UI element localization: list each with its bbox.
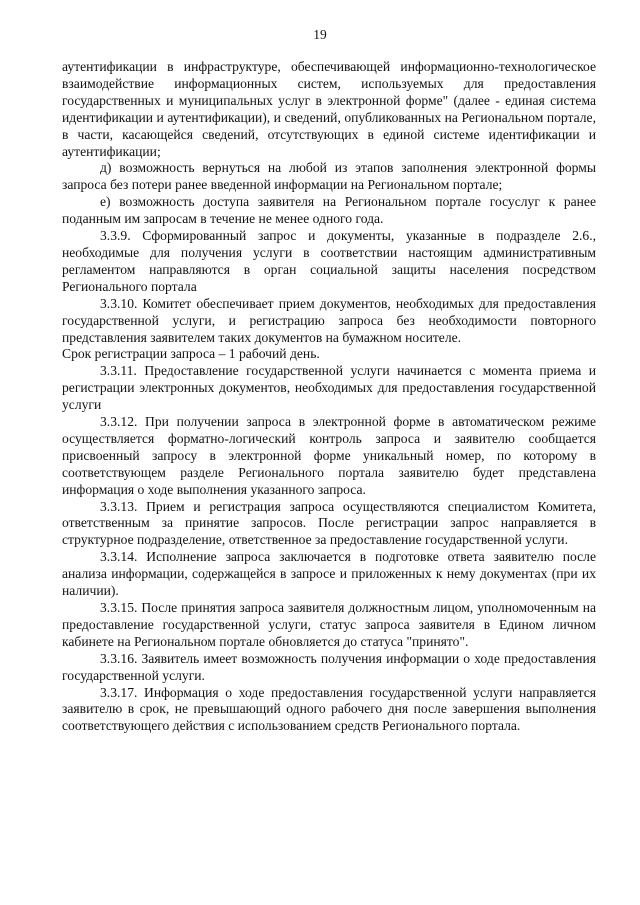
- paragraph: 3.3.9. Сформированный запрос и документы, указанные в подразделе 2.6., необходимые для получения услуги в соответствии настоящим административным регламентом направляются в орган социальной защиты населения посредством Регионального портала: [62, 228, 596, 294]
- paragraph: 3.3.11. Предоставление государственной услуги начинается с момента приема и регистрации электронных документов, необходимых для предоставления государственной услуги: [62, 363, 596, 413]
- paragraph: 3.3.15. После принятия запроса заявителя должностным лицом, уполномоченным на предоставление государственной услуги, статус запроса заявителя в Едином личном кабинете на Региональном портале обновляется до статуса "принято".: [62, 600, 596, 649]
- paragraph: 3.3.12. При получении запроса в электронной форме в автоматическом режиме осуществляется форматно-логический контроль запроса и заявителю сообщается присвоенный запросу в электронной форме уникальный номер, по которому в соответствующем разделе Регионального портала заявителю будет представлена информация о ходе выполнения указанного запроса.: [62, 414, 596, 497]
- paragraph: 3.3.14. Исполнение запроса заключается в подготовке ответа заявителю после анализа информации, содержащейся в запросе и приложенных к нему документах (при их наличии).: [62, 549, 596, 599]
- paragraph: д) возможность вернуться на любой из этапов заполнения электронной формы запроса без потери ранее введенной информации на Региональном портале;: [62, 160, 596, 193]
- paragraph: 3.3.10. Комитет обеспечивает прием документов, необходимых для предоставления государственной услуги, и регистрацию запроса без необходимости повторного представления заявителем таких документов на бумажном носителе.: [62, 295, 596, 345]
- paragraph: Срок регистрации запроса – 1 рабочий день.: [62, 346, 320, 362]
- page-number: 19: [313, 27, 327, 42]
- paragraph: 3.3.17. Информация о ходе предоставления государственной услуги направляется заявителю в срок, не превышающий одного рабочего дня после завершения выполнения соответствующего действия с использованием средств Регионального портала.: [62, 684, 596, 734]
- document-body: [62, 59, 596, 735]
- paragraph: 3.3.13. Прием и регистрация запроса осуществляются специалистом Комитета, ответственным за принятие запросов. После регистрации запрос направляется в структурное подразделение, ответственное за предоставление государственной услуги.: [62, 498, 596, 548]
- paragraph: е) возможность доступа заявителя на Региональном портале госуслуг к ранее поданным им запросам в течение не менее одного года.: [62, 194, 596, 227]
- paragraph: аутентификации в инфраструктуре, обеспечивающей информационно-технологическое взаимодействие информационных систем, используемых для предоставления государственных и муниципальных услуг в электронной форме" (далее - единая система идентификации и аутентификации), и сведений, опубликованных на Региональном портале, в части, касающейся сведений, отсутствующих в единой системе идентификации и аутентификации;: [62, 59, 596, 159]
- paragraph: 3.3.16. Заявитель имеет возможность получения информации о ходе предоставления государственной услуги.: [62, 650, 596, 683]
